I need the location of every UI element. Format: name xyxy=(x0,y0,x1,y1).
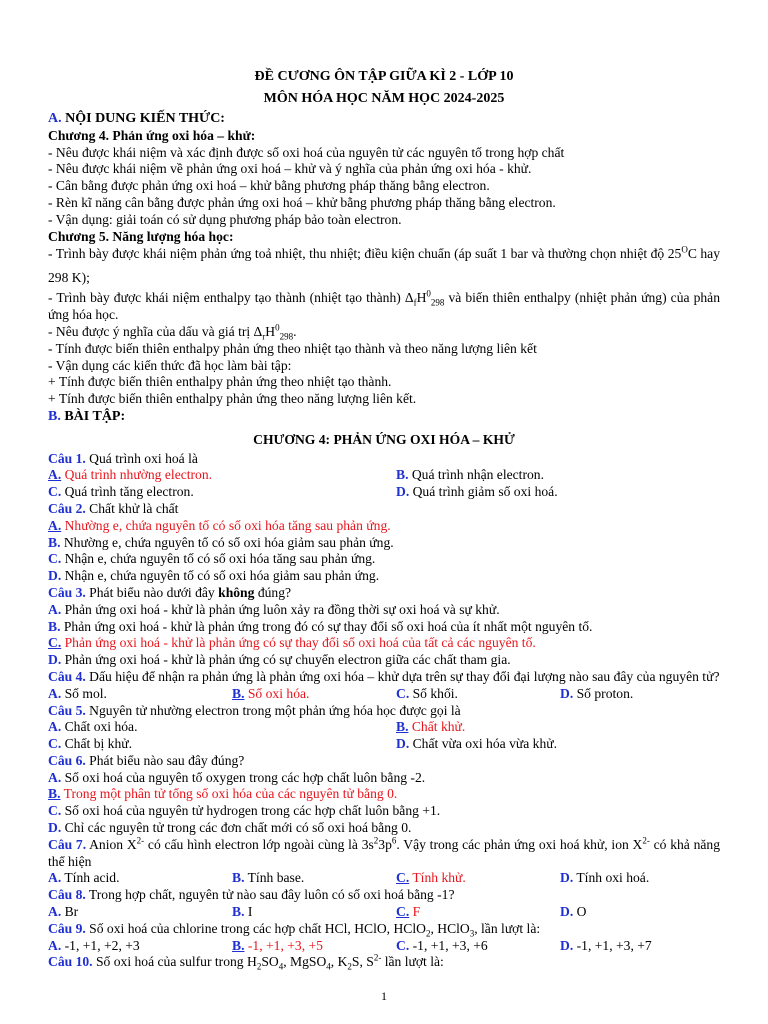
option-b: B. Phản ứng oxi hoá - khử là phản ứng trong đó có sự thay đổi số oxi hoá của ít nhất một nguyên tố. xyxy=(48,618,593,634)
question-3: Câu 3. Phát biểu nào dưới đây không đúng? xyxy=(48,584,292,600)
option-b: B. I xyxy=(232,904,253,920)
option-a: A. Tính acid. xyxy=(48,870,120,886)
option-d: D. Tính oxi hoá. xyxy=(560,870,650,886)
question-2: Câu 2. Chất khử là chất xyxy=(48,500,179,516)
option-d: D. Số proton. xyxy=(560,685,634,701)
option-d: D. Nhận e, chứa nguyên tố có số oxi hóa giảm sau phản ứng. xyxy=(48,568,380,584)
section-a-heading: A. NỘI DUNG KIẾN THỨC: xyxy=(48,111,225,126)
ch5-item: + Tính được biến thiên enthalpy phản ứng theo năng lượng liên kết. xyxy=(48,391,417,407)
option-a: A. Chất oxi hóa. xyxy=(48,719,138,735)
ch5-item-enthalpy: - Trình bày được khái niệm enthalpy tạo thành (nhiệt tạo thành) $\Delta_fH^0_{298}$ và biến thiên enthalpy (nhiệt phản ứng) của phản ứng hóa học. xyxy=(48,288,720,323)
ch4-item: - Vận dụng: giải toán có sử dụng phương pháp bảo toàn electron. xyxy=(48,211,402,227)
ch4-item: - Nêu được khái niệm về phản ứng oxi hoá – khử và ý nghĩa của phản ứng oxi hóa - khử. xyxy=(48,161,532,177)
option-a: A. Phản ứng oxi hoá - khử là phản ứng luôn xảy ra đồng thời sự oxi hoá và sự khử. xyxy=(48,601,500,617)
document-title: ĐỀ CƯƠNG ÔN TẬP GIỮA KÌ 2 - LỚP 10 xyxy=(254,69,514,84)
option-c: C. Số khối. xyxy=(396,685,458,701)
chapter4-exercise-title: CHƯƠNG 4: PHẢN ỨNG OXI HÓA – KHỬ xyxy=(253,431,515,447)
section-b-heading: B. BÀI TẬP: xyxy=(48,408,126,424)
option-c: C. F xyxy=(396,904,421,920)
question-7-options xyxy=(48,870,720,887)
option-c: C. Quá trình tăng electron. xyxy=(48,484,194,500)
question-8-options xyxy=(48,904,720,921)
question-5: Câu 5. Nguyên tử nhường electron trong một phản ứng hóa học được gọi là xyxy=(48,702,461,718)
ch5-item: - Vận dụng các kiến thức đã học làm bài tập: xyxy=(48,357,292,373)
option-b: B. -1, +1, +3, +5 xyxy=(232,937,323,953)
option-a: A. Số oxi hoá của nguyên tố oxygen trong các hợp chất luôn bằng -2. xyxy=(48,769,426,785)
ch4-item: - Rèn kĩ năng cân bằng được phản ứng oxi hoá – khử bằng phương pháp thăng bằng electron. xyxy=(48,194,556,210)
question-6: Câu 6. Phát biểu nào sau đây đúng? xyxy=(48,752,245,768)
option-b: B. Quá trình nhận electron. xyxy=(396,467,544,483)
option-b: B. Tính base. xyxy=(232,870,305,886)
document-subtitle: MÔN HÓA HỌC NĂM HỌC 2024-2025 xyxy=(263,91,505,106)
option-d: D. Quá trình giảm số oxi hoá. xyxy=(396,484,558,500)
question-1-options xyxy=(48,484,720,501)
question-5-options xyxy=(48,736,720,753)
ch5-item: + Tính được biến thiên enthalpy phản ứng theo nhiệt tạo thành. xyxy=(48,374,392,390)
ch5-item-heat: - Trình bày được khái niệm phản ứng toả nhiệt, thu nhiệt; điều kiện chuẩn (áp suất 1 bar và thường chọn nhiệt độ $25^OC$ hay 298 K); xyxy=(48,244,720,286)
option-d: D. -1, +1, +3, +7 xyxy=(560,937,652,953)
option-b: B. Số oxi hóa. xyxy=(232,685,310,701)
question-1-options xyxy=(48,467,720,484)
option-a: A. Quá trình nhường electron. xyxy=(48,467,213,483)
option-b: B. Trong một phân tử tổng số oxi hóa của các nguyên tử bằng 0. xyxy=(48,786,398,802)
option-a: A. Br xyxy=(48,904,79,920)
ch4-item: - Cân bằng được phản ứng oxi hoá – khử bằng phương pháp thăng bằng electron. xyxy=(48,178,490,194)
chapter5-title: Chương 5. Năng lượng hóa học: xyxy=(48,228,234,244)
option-b: B. Chất khử. xyxy=(396,719,466,735)
option-c: C. Nhận e, chứa nguyên tố có số oxi hóa tăng sau phản ứng. xyxy=(48,551,376,567)
question-5-options xyxy=(48,719,720,736)
ch5-item: - Tính được biến thiên enthalpy phản ứng theo nhiệt tạo thành và theo năng lượng liên kết xyxy=(48,340,537,356)
question-10: Câu 10. Số oxi hoá của sulfur trong $H_2SO_4$, MgSO$_4$, $K_2S$, $S^{2-}$ lần lượt là: xyxy=(48,952,444,973)
option-b: B. Nhường e, chứa nguyên tố có số oxi hóa giảm sau phản ứng. xyxy=(48,534,394,550)
option-a: A. Nhường e, chứa nguyên tố có số oxi hóa tăng sau phản ứng. xyxy=(48,517,391,533)
question-9-options xyxy=(48,938,720,955)
option-d: D. Chỉ các nguyên tử trong các đơn chất mới có số oxi hoá bằng 0. xyxy=(48,820,412,836)
ch4-item: - Nêu được khái niệm và xác định được số oxi hoá của nguyên tử các nguyên tố trong hợp chất xyxy=(48,144,565,160)
option-c: C. Phản ứng oxi hoá - khử là phản ứng có sự thay đổi số oxi hoá của tất cả các nguyên tố. xyxy=(48,635,536,651)
option-a: A. Số mol. xyxy=(48,685,107,701)
page-number: 1 xyxy=(381,989,387,1003)
question-7: Câu 7. Anion $X^{2-}$ có cấu hình electron lớp ngoài cùng là $3s^23p^6$. Vậy trong các phản ứng oxi hoá khử, ion $X^{2-}$ có khả năng thể hiện xyxy=(48,835,720,869)
ch5-item-sign: - Nêu được ý nghĩa của dấu và giá trị $\Delta_rH^0_{298}$. xyxy=(48,322,297,342)
option-d: D. Chất vừa oxi hóa vừa khử. xyxy=(396,736,558,752)
question-4-options xyxy=(48,686,720,703)
option-c: C. -1, +1, +3, +6 xyxy=(396,937,488,953)
option-a: A. -1, +1, +2, +3 xyxy=(48,937,140,953)
option-d: D. O xyxy=(560,904,587,920)
question-9: Câu 9. Số oxi hoá của chlorine trong các hợp chất HCl, HClO, HClO$_2$, HClO$_3$, lần lượt là: xyxy=(48,920,541,939)
option-c: C. Chất bị khử. xyxy=(48,736,133,752)
chapter4-title: Chương 4. Phản ứng oxi hóa – khử: xyxy=(48,127,256,143)
option-c: C. Tính khử. xyxy=(396,870,466,886)
question-1: Câu 1. Quá trình oxi hoá là xyxy=(48,450,198,466)
question-8: Câu 8. Trong hợp chất, nguyên tử nào sau đây luôn có số oxi hoá bằng -1? xyxy=(48,887,455,903)
question-4: Câu 4. Dấu hiệu để nhận ra phản ứng là phản ứng oxi hóa – khử dựa trên sự thay đổi đại lượng nào sau đây của nguyên tử? xyxy=(48,668,720,684)
option-c: C. Số oxi hoá của nguyên tử hydrogen trong các hợp chất luôn bằng +1. xyxy=(48,803,441,819)
option-d: D. Phản ứng oxi hoá - khử là phản ứng có sự chuyển electron giữa các chất tham gia. xyxy=(48,652,511,668)
